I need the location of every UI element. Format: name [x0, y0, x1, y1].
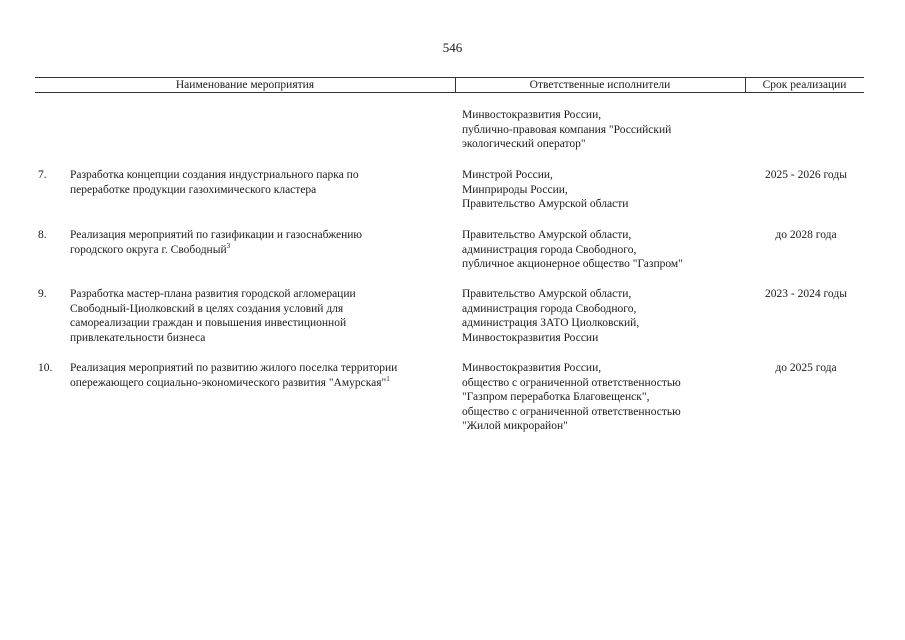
- term-cell: до 2025 года: [775, 362, 837, 374]
- header-term: Срок реализации: [762, 79, 847, 91]
- footnote-marker: 3: [226, 241, 231, 250]
- term-cell: 2025 - 2026 годы: [765, 169, 847, 181]
- responsible-cell: Правительство Амурской области, администрация города Свободного, администрация ЗАТО Циолковский, Минвостокразвития России: [462, 288, 640, 344]
- responsible-cell: Минвостокразвития России, общество с ограниченной ответственностью "Газпром переработка Благовещенск", общество с ограниченной ответственностью "Жилой микрорайон": [462, 362, 681, 433]
- measure-cell: Разработка мастер-плана развития городской агломерации Свободный-Циолковский в целях создания условий для самореализации граждан и повышения инвестиционной привлекательности бизнеса: [70, 288, 356, 344]
- table-header-rule: [35, 92, 864, 93]
- term-cell: до 2028 года: [775, 229, 837, 241]
- measure-cell: Реализация мероприятий по развитию жилого поселка территории опережающего социально-экономического развития "Амурская"$^1$: [70, 362, 398, 389]
- responsible-cell: Минвостокразвития России, публично-правовая компания "Российский экологический оператор": [462, 109, 672, 151]
- responsible-cell: Правительство Амурской области, администрация города Свободного, публичное акционерное общество "Газпром": [462, 229, 683, 271]
- measure-cell: Реализация мероприятий по газификации и газоснабжению городского округа г. Свободный$^3$: [70, 229, 362, 256]
- term-cell: 2023 - 2024 годы: [765, 288, 847, 300]
- header-measure: Наименование мероприятия: [175, 79, 315, 91]
- row-number: 8.: [38, 229, 47, 241]
- row-number: 9.: [38, 288, 47, 300]
- measure-cell: Разработка концепции создания индустриального парка по переработке продукции газохимического кластера: [70, 169, 359, 196]
- row-number: 7.: [38, 169, 47, 181]
- header-responsible: Ответственные исполнители: [529, 79, 671, 91]
- footnote-marker: 1: [386, 374, 390, 383]
- responsible-cell: Минстрой России, Минприроды России, Правительство Амурской области: [462, 169, 629, 211]
- page-number: 546: [442, 40, 463, 55]
- row-number: 10.: [38, 362, 53, 374]
